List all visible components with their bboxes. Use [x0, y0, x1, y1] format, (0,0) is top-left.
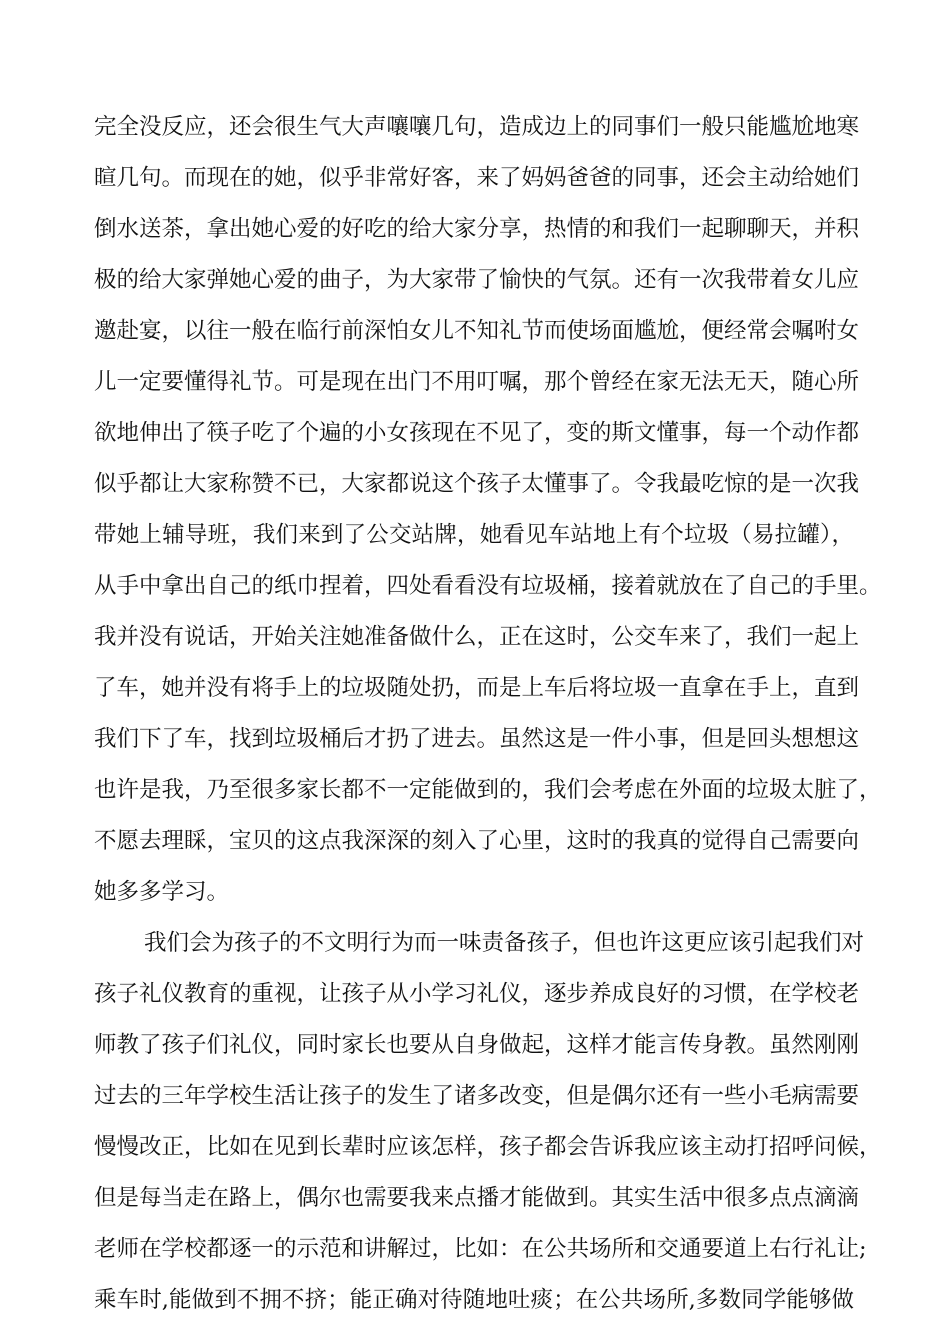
text-line: 也许是我，乃至很多家长都不一定能做到的，我们会考虑在外面的垃圾太脏了，: [94, 777, 882, 803]
text-line: 不愿去理睬，宝贝的这点我深深的刻入了心里，这时的我真的觉得自己需要向: [94, 828, 860, 854]
text-line: 倒水送茶，拿出她心爱的好吃的给大家分享，热情的和我们一起聊聊天，并积: [94, 216, 860, 242]
text-line: 过去的三年学校生活让孩子的发生了诸多改变，但是偶尔还有一些小毛病需要: [94, 1083, 860, 1109]
text-line: 极的给大家弹她心爱的曲子，为大家带了愉快的气氛。还有一次我带着女儿应: [94, 267, 860, 293]
text-line: 似乎都让大家称赞不已，大家都说这个孩子太懂事了。令我最吃惊的是一次我: [94, 471, 860, 497]
text-line: 欲地伸出了筷子吃了个遍的小女孩现在不见了，变的斯文懂事，每一个动作都: [94, 420, 860, 446]
text-line: 带她上辅导班，我们来到了公交站牌，她看见车站地上有个垃圾（易拉罐），: [94, 522, 854, 548]
text-line: 我并没有说话，开始关注她准备做什么，正在这时，公交车来了，我们一起上: [94, 624, 860, 650]
text-line: 暄几句。而现在的她，似乎非常好客，来了妈妈爸爸的同事，还会主动给她们: [94, 165, 860, 191]
text-line: 师教了孩子们礼仪，同时家长也要从自身做起，这样才能言传身教。虽然刚刚: [94, 1032, 860, 1058]
text-line: 但是每当走在路上，偶尔也需要我来点播才能做到。其实生活中很多点点滴滴: [94, 1185, 860, 1211]
text-line: 她多多学习。: [94, 879, 230, 905]
text-line: 从手中拿出自己的纸巾捏着，四处看看没有垃圾桶，接着就放在了自己的手里。: [94, 573, 882, 599]
paragraph-first-line: 我们会为孩子的不文明行为而一味责备孩子，但也许这更应该引起我们对: [144, 930, 865, 956]
text-line: 完全没反应，还会很生气大声嚷嚷几句，造成边上的同事们一般只能尴尬地寒: [94, 114, 860, 140]
text-line: 邀赴宴，以往一般在临行前深怕女儿不知礼节而使场面尴尬，便经常会嘱咐女: [94, 318, 860, 344]
text-line: 了车，她并没有将手上的垃圾随处扔，而是上车后将垃圾一直拿在手上，直到: [94, 675, 860, 701]
text-line: 孩子礼仪教育的重视，让孩子从小学习礼仪，逐步养成良好的习惯，在学校老: [94, 981, 860, 1007]
text-line: 乘车时,能做到不拥不挤；能正确对待随地吐痰；在公共场所,多数同学能够做: [94, 1287, 854, 1313]
text-line: 儿一定要懂得礼节。可是现在出门不用叮嘱，那个曾经在家无法无天，随心所: [94, 369, 860, 395]
text-line: 慢慢改正，比如在见到长辈时应该怎样，孩子都会告诉我应该主动打招呼问候，: [94, 1134, 882, 1160]
text-line: 我们下了车，找到垃圾桶后才扔了进去。虽然这是一件小事，但是回头想想这: [94, 726, 860, 752]
text-line: 老师在学校都逐一的示范和讲解过，比如：在公共场所和交通要道上右行礼让;: [94, 1236, 867, 1262]
